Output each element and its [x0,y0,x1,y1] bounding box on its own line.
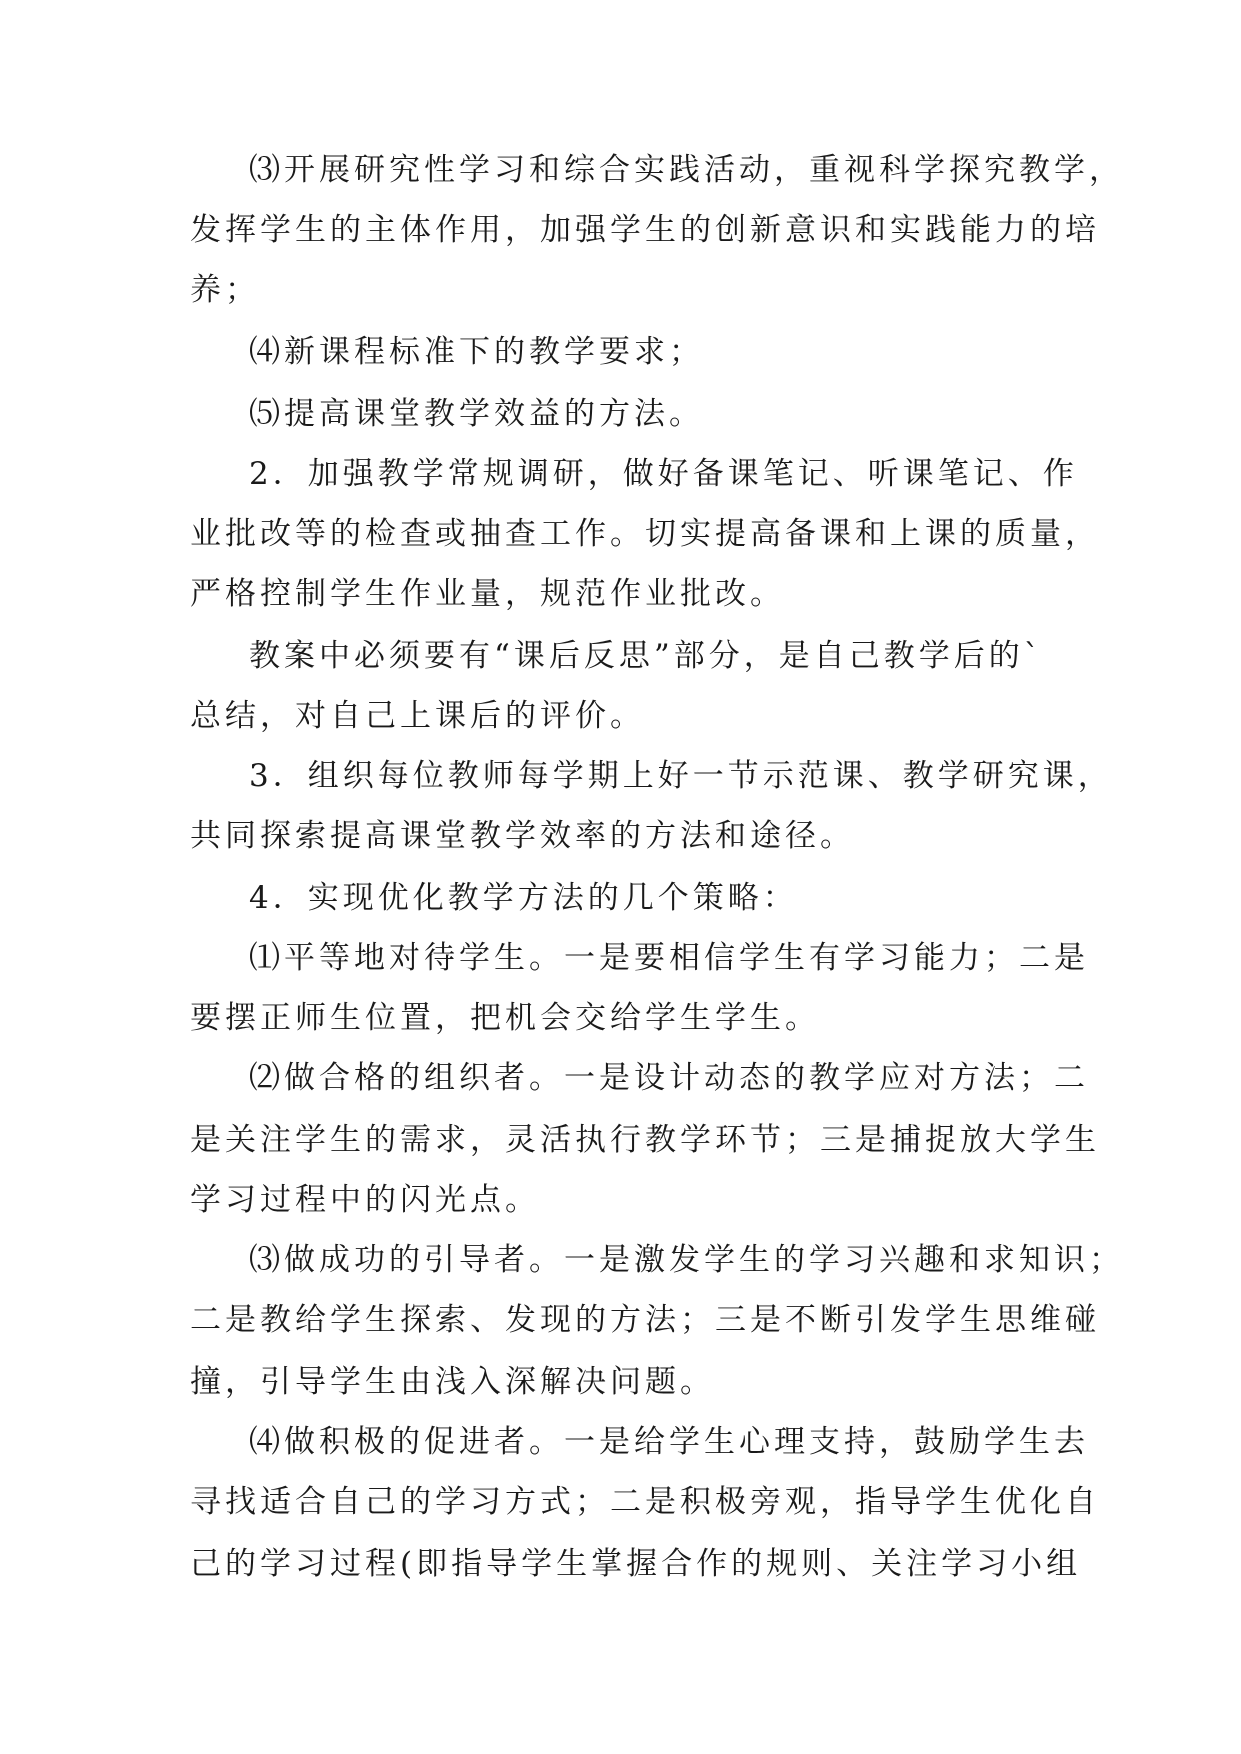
text-line: 二是教给学生探索、发现的方法；三是不断引发学生思维碰 [190,1302,1100,1338]
text-line: ⑴平等地对待学生。一是要相信学生有学习能力；二是 [249,940,1089,976]
text-line: ⑸提高课堂教学效益的方法。 [249,396,704,432]
text-line: 4．实现优化教学方法的几个策略： [249,880,798,916]
text-line: ⑵做合格的组织者。一是设计动态的教学应对方法；二 [249,1060,1089,1096]
text-line: 发挥学生的主体作用，加强学生的创新意识和实践能力的培 [190,212,1100,248]
text-line: 共同探索提高课堂教学效率的方法和途径。 [190,818,855,854]
text-line: 要摆正师生位置，把机会交给学生学生。 [190,1000,820,1036]
text-line: 养； [190,272,260,308]
text-line: ⑶开展研究性学习和综合实践活动，重视科学探究教学， [249,152,1124,188]
text-line: 寻找适合自己的学习方式；二是积极旁观，指导学生优化自 [190,1484,1100,1520]
text-line: 己的学习过程(即指导学生掌握合作的规则、关注学习小组 [190,1546,1082,1582]
text-line: ⑶做成功的引导者。一是激发学生的学习兴趣和求知识； [249,1242,1124,1278]
text-line: 教案中必须要有“课后反思”部分，是自己教学后的` [249,638,1044,674]
text-line: ⑷新课程标准下的教学要求； [249,334,704,370]
text-line: 是关注学生的需求，灵活执行教学环节；三是捕捉放大学生 [190,1122,1100,1158]
text-line: 学习过程中的闪光点。 [190,1182,540,1218]
text-line: 严格控制学生作业量，规范作业批改。 [190,576,785,612]
text-line: 业批改等的检查或抽查工作。切实提高备课和上课的质量， [190,516,1100,552]
text-line: 撞，引导学生由浅入深解决问题。 [190,1364,715,1400]
text-line: 3．组织每位教师每学期上好一节示范课、教学研究课， [249,758,1113,794]
text-line: 总结，对自己上课后的评价。 [190,698,645,734]
text-line: ⑷做积极的促进者。一是给学生心理支持，鼓励学生去 [249,1424,1089,1460]
text-line: 2．加强教学常规调研，做好备课笔记、听课笔记、作 [249,456,1078,492]
